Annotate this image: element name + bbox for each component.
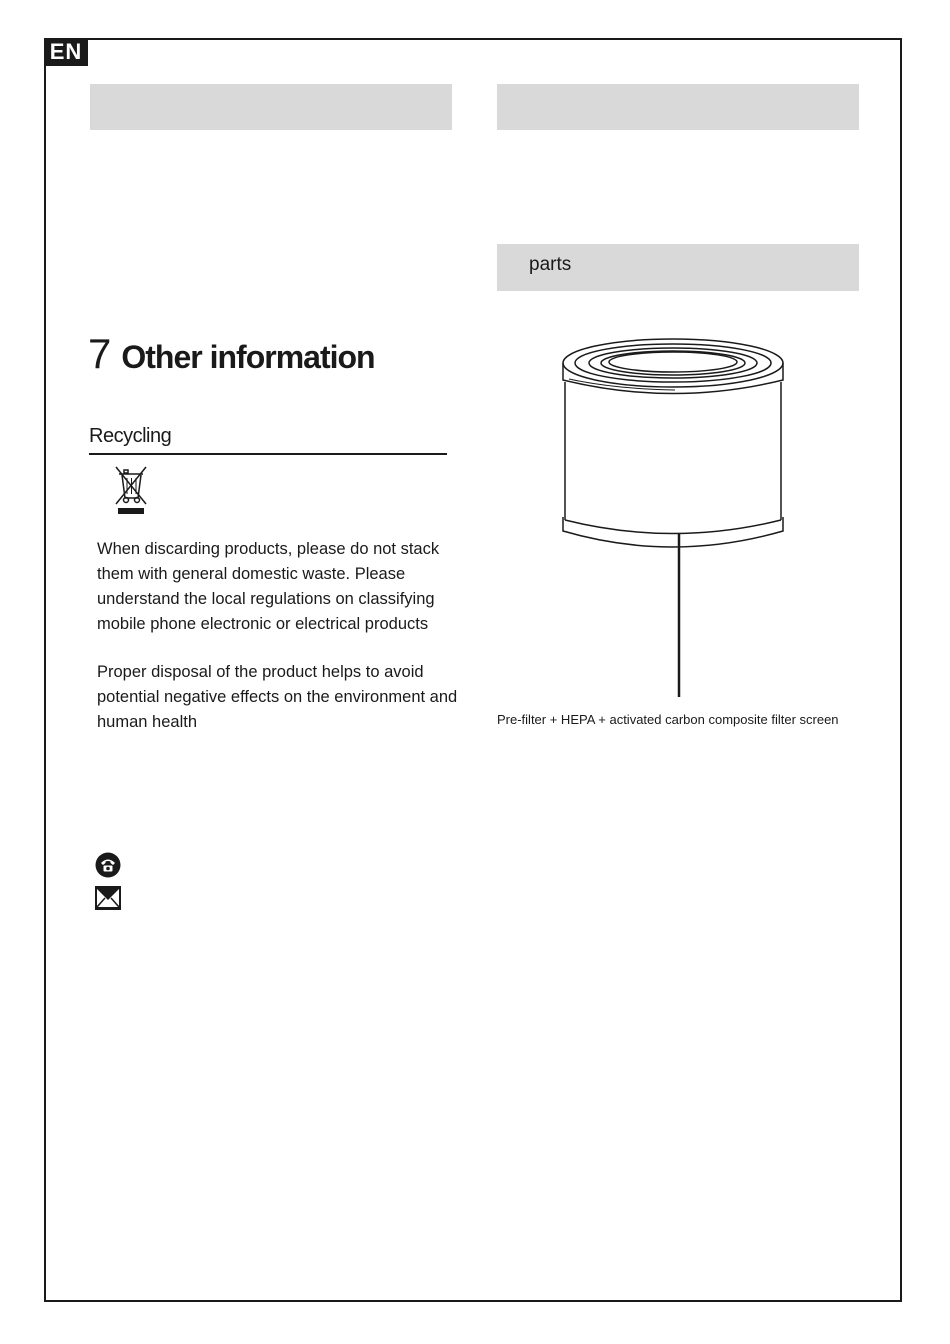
parts-label: parts	[529, 254, 572, 275]
disposal-paragraph: When discarding products, please do not stack them with general domestic waste. Please understand the local regulations on classifying mobile phone electronic or electrical products	[97, 540, 440, 633]
telephone-icon	[95, 852, 121, 878]
section-number: 7	[88, 330, 112, 377]
environment-paragraph: Proper disposal of the product helps to avoid potential negative effects on the environment and human health	[97, 663, 458, 731]
recycling-heading: Recycling	[89, 425, 447, 455]
filter-illustration	[555, 335, 795, 700]
filter-caption: Pre-filter + HEPA + activated carbon composite filter screen	[497, 712, 839, 727]
crossed-out-wheelie-bin-icon	[113, 464, 149, 518]
section-heading: Other information	[121, 339, 375, 375]
parts-bar	[497, 244, 859, 291]
envelope-icon	[95, 886, 121, 910]
language-tag: EN	[44, 38, 88, 66]
header-bar-left	[90, 84, 452, 130]
header-bar-right	[497, 84, 859, 130]
section-title	[88, 330, 375, 378]
